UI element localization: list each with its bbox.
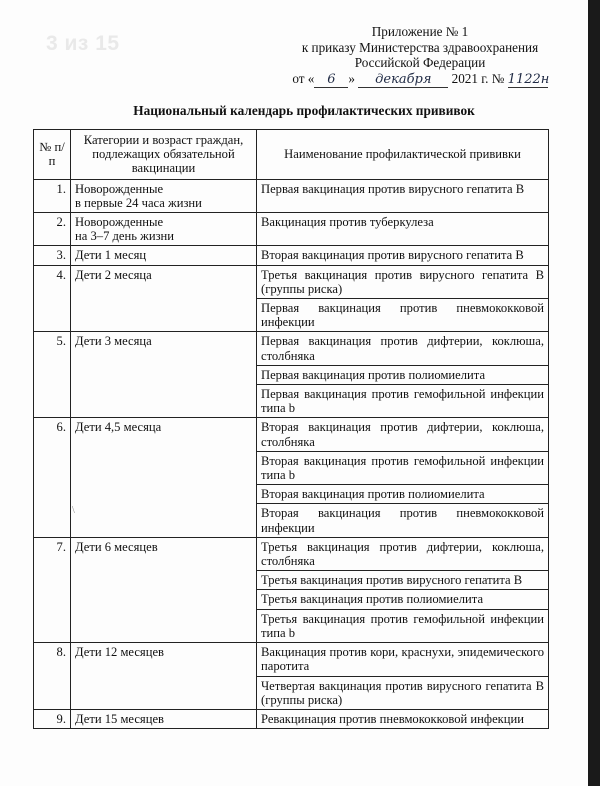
row-vaccination: Первая вакцинация против гемофильной инфекции типа b [257, 385, 549, 418]
row-vaccination: Вакцинация против кори, краснухи, эпидемического паротита [257, 643, 549, 676]
row-vaccination: Вторая вакцинация против дифтерии, коклюша, столбняка [257, 418, 549, 451]
row-vaccination: Первая вакцинация против дифтерии, коклюша, столбняка [257, 332, 549, 365]
row-number: 9. [34, 709, 71, 728]
header-num: № п/п [34, 130, 71, 180]
page-counter: 3 из 15 [46, 32, 120, 55]
table-row [34, 537, 549, 570]
date-prefix: от « [292, 70, 315, 86]
table-row [34, 332, 549, 365]
row-number: 8. [34, 643, 71, 710]
table-row [34, 418, 549, 451]
vaccination-schedule-table [33, 129, 549, 729]
row-vaccination: Первая вакцинация против полиомиелита [257, 365, 549, 384]
scan-mark: \ [72, 505, 75, 516]
table-header-row [34, 130, 549, 180]
row-vaccination: Вторая вакцинация против пневмококковой инфекции [257, 504, 549, 537]
handwritten-day: 6 [314, 73, 348, 88]
row-vaccination: Первая вакцинация против пневмококковой инфекции [257, 299, 549, 332]
row-number: 7. [34, 537, 71, 642]
row-number: 6. [34, 418, 71, 537]
row-vaccination: Ревакцинация против пневмококковой инфекции [257, 709, 549, 728]
row-number: 1. [34, 179, 71, 212]
row-category: Новорожденные в первые 24 часа жизни [71, 179, 257, 212]
row-vaccination: Третья вакцинация против полиомиелита [257, 590, 549, 609]
row-number: 2. [34, 213, 71, 246]
row-category: Дети 1 месяц [71, 246, 257, 265]
scan-edge [588, 0, 600, 786]
row-vaccination: Третья вакцинация против вирусного гепатита В [257, 571, 549, 590]
table-row [34, 265, 549, 298]
row-category: Дети 12 месяцев [71, 643, 257, 710]
row-vaccination: Первая вакцинация против вирусного гепатита В [257, 179, 549, 212]
order-reference: к приказу Министерства здравоохранения [301, 39, 539, 55]
order-date-line [292, 70, 550, 88]
row-category: Дети 3 месяца [71, 332, 257, 418]
row-vaccination: Вторая вакцинация против гемофильной инфекции типа b [257, 451, 549, 484]
row-category: Дети 15 месяцев [71, 709, 257, 728]
row-number: 4. [34, 265, 71, 332]
document-title: Национальный календарь профилактических прививок [133, 103, 475, 118]
row-category: Дети 6 месяцев [71, 537, 257, 642]
row-category: Дети 4,5 месяца [71, 418, 257, 537]
date-year: 2021 г. № [451, 70, 505, 86]
header-vaccination: Наименование профилактической прививки [257, 130, 549, 180]
row-category: Дети 2 месяца [71, 265, 257, 332]
row-number: 3. [34, 246, 71, 265]
ministry-country: Российской Федерации [354, 55, 486, 70]
table-row [34, 709, 549, 728]
table-row [34, 643, 549, 676]
row-vaccination: Четвертая вакцинация против вирусного гепатита В (группы риска) [257, 676, 549, 709]
handwritten-order-number: 1122н [507, 71, 550, 87]
appendix-label: Приложение № 1 [371, 24, 469, 39]
row-vaccination: Вторая вакцинация против полиомиелита [257, 485, 549, 504]
date-mid: » [348, 70, 355, 86]
table-row [34, 246, 549, 265]
document-header [270, 24, 570, 88]
row-vaccination: Третья вакцинация против гемофильной инфекции типа b [257, 609, 549, 642]
row-category: Новорожденные на 3–7 день жизни [71, 213, 257, 246]
row-vaccination: Вакцинация против туберкулеза [257, 213, 549, 246]
row-vaccination: Третья вакцинация против дифтерии, коклюша, столбняка [257, 537, 549, 570]
table-body [34, 179, 549, 729]
header-category: Категории и возраст граждан, подлежащих обязательной вакцинации [71, 130, 257, 180]
row-number: 5. [34, 332, 71, 418]
table-row [34, 213, 549, 246]
handwritten-month: декабря [358, 73, 448, 88]
row-vaccination: Третья вакцинация против вирусного гепатита В (группы риска) [257, 265, 549, 298]
table-row [34, 179, 549, 212]
row-vaccination: Вторая вакцинация против вирусного гепатита В [257, 246, 549, 265]
